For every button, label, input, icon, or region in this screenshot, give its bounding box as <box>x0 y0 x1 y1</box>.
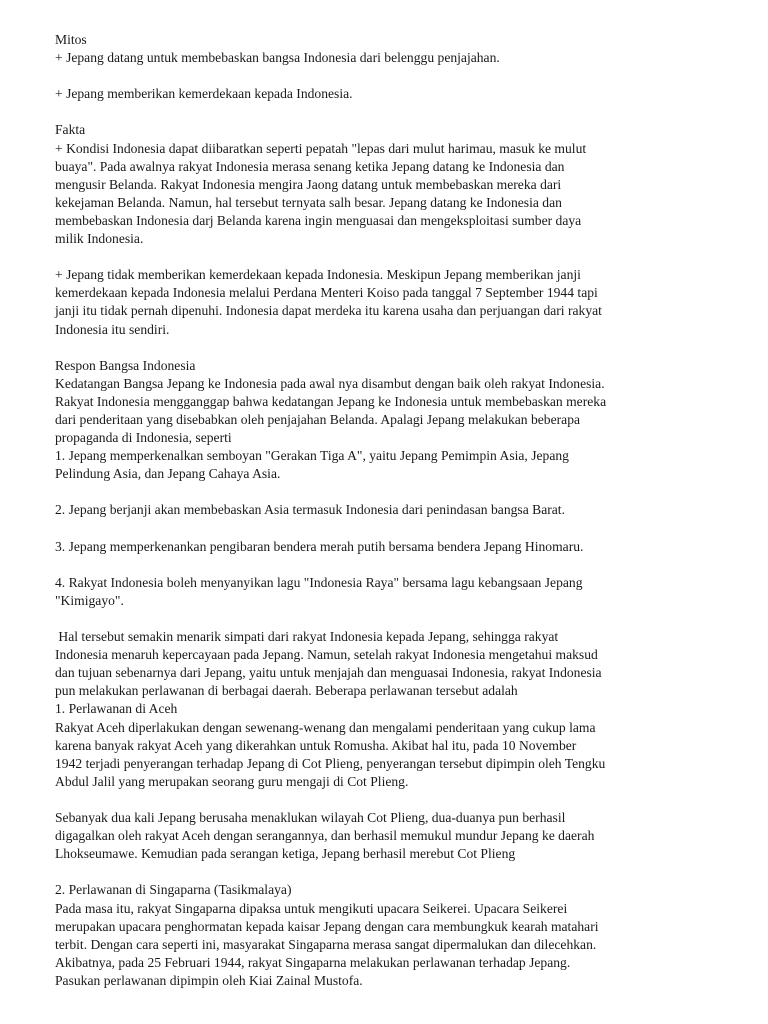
document-body <box>55 31 728 990</box>
text-line: Respon Bangsa Indonesia <box>55 357 196 373</box>
blank-line <box>55 67 728 85</box>
blank-line <box>55 556 728 574</box>
text-line: + Jepang datang untuk membebaskan bangsa Indonesia dari belenggu penjajahan. <box>55 50 500 66</box>
text-line: Lhokseumawe. Kemudian pada serangan ketiga, Jepang berhasil merebut Cot Plieng <box>55 846 516 862</box>
text-line: Akibatnya, pada 25 Februari 1944, rakyat Singaparna melakukan perlawanan terhadap Jepang. <box>55 954 571 970</box>
text-line: 2. Jepang berjanji akan membebaskan Asia termasuk Indonesia dari penindasan bangsa Barat. <box>55 502 565 518</box>
text-line: 1. Perlawanan di Aceh <box>55 701 178 717</box>
text-line: propaganda di Indonesia, seperti <box>55 430 232 446</box>
blank-line <box>55 610 728 628</box>
blank-line <box>55 791 728 809</box>
blank-line <box>55 248 728 266</box>
text-line: 1. Jepang memperkenalkan semboyan "Gerakan Tiga A", yaitu Jepang Pemimpin Asia, Jepang <box>55 448 569 464</box>
text-line: Mitos <box>55 32 87 47</box>
blank-line <box>55 339 728 357</box>
text-line: + Jepang memberikan kemerdekaan kepada Indonesia. <box>55 86 353 102</box>
blank-line <box>55 483 728 501</box>
text-line: Abdul Jalil yang merupakan seorang guru mengaji di Cot Plieng. <box>55 773 409 789</box>
text-line: Hal tersebut semakin menarik simpati dari rakyat Indonesia kepada Jepang, sehingga rakyat <box>55 629 559 645</box>
text-line: Pada masa itu, rakyat Singaparna dipaksa untuk mengikuti upacara Seikerei. Upacara Seikerei <box>55 900 568 916</box>
text-line: Pasukan perlawanan dipimpin oleh Kiai Zainal Mustofa. <box>55 972 363 988</box>
text-line: dan tujuan sebenarnya dari Jepang, yaitu untuk menjajah dan menguasai Indonesia, rakyat Indonesia <box>55 665 602 681</box>
text-line: kemerdekaan kepada Indonesia melalui Perdana Menteri Koiso pada tanggal 7 September 1944 tapi <box>55 285 598 301</box>
text-line: + Jepang tidak memberikan kemerdekaan kepada Indonesia. Meskipun Jepang memberikan janji <box>55 267 581 283</box>
text-line: Rakyat Indonesia mengganggap bahwa kedatangan Jepang ke Indonesia untuk membebaskan mereka <box>55 393 607 409</box>
text-line: dari penderitaan yang disebabkan oleh penjajahan Belanda. Apalagi Jepang melakukan beberapa <box>55 411 581 427</box>
text-line: Indonesia itu sendiri. <box>55 321 170 337</box>
blank-line <box>55 863 728 881</box>
text-line: Rakyat Aceh diperlakukan dengan sewenang-wenang dan mengalami penderitaan yang cukup lama <box>55 719 596 735</box>
text-line: 4. Rakyat Indonesia boleh menyanyikan lagu "Indonesia Raya" bersama lagu kebangsaan Jepang <box>55 574 583 590</box>
text-line: 3. Jepang memperkenankan pengibaran bendera merah putih bersama bendera Jepang Hinomaru. <box>55 538 584 554</box>
blank-line <box>55 103 728 121</box>
text-line: Fakta <box>55 122 86 138</box>
text-line: karena banyak rakyat Aceh yang dikerahkan untuk Romusha. Akibat hal itu, pada 10 November <box>55 737 577 753</box>
blank-line <box>55 520 728 538</box>
text-line: merupakan upacara penghormatan kepada kaisar Jepang dengan cara membungkuk kearah matahari <box>55 918 599 934</box>
text-line: pun melakukan perlawanan di berbagai daerah. Beberapa perlawanan tersebut adalah <box>55 683 518 699</box>
text-line: Kedatangan Bangsa Jepang ke Indonesia pada awal nya disambut dengan baik oleh rakyat Indonesia. <box>55 375 605 391</box>
text-line: Pelindung Asia, dan Jepang Cahaya Asia. <box>55 466 281 482</box>
text-line: 1942 terjadi penyerangan terhadap Jepang di Cot Plieng, penyerangan tersebut dipimpin oleh Tengku <box>55 755 606 771</box>
text-line: Indonesia menaruh kepercayaan pada Jepang. Namun, setelah rakyat Indonesia mengetahui maksud <box>55 647 598 663</box>
text-line: digagalkan oleh rakyat Aceh dengan serangannya, dan berhasil memukul mundur Jepang ke daerah <box>55 828 595 844</box>
text-line: kekejaman Belanda. Namun, hal tersebut ternyata salh besar. Jepang datang ke Indonesia dan <box>55 194 562 210</box>
text-line: mengusir Belanda. Rakyat Indonesia mengira Jaong datang untuk membebaskan mereka dari <box>55 176 562 192</box>
text-line: + Kondisi Indonesia dapat diibaratkan seperti pepatah "lepas dari mulut harimau, masuk ke mulut <box>55 140 587 156</box>
text-line: 2. Perlawanan di Singaparna (Tasikmalaya) <box>55 882 292 898</box>
text-line: "Kimigayo". <box>55 592 124 608</box>
text-line: membebaskan Indonesia darj Belanda karena ingin menguasai dan mengeksploitasi sumber daya <box>55 212 582 228</box>
text-line: Sebanyak dua kali Jepang berusaha menaklukan wilayah Cot Plieng, dua-duanya pun berhasil <box>55 810 566 826</box>
text-line: milik Indonesia. <box>55 231 144 247</box>
text-line: terbit. Dengan cara seperti ini, masyarakat Singaparna merasa sangat dipermalukan dan dilecehkan. <box>55 936 597 952</box>
text-line: buaya". Pada awalnya rakyat Indonesia merasa senang ketika Jepang datang ke Indonesia dan <box>55 158 565 174</box>
text-line: janji itu tidak pernah dipenuhi. Indonesia dapat merdeka itu karena usaha dan perjuangan dari rakyat <box>55 303 602 319</box>
